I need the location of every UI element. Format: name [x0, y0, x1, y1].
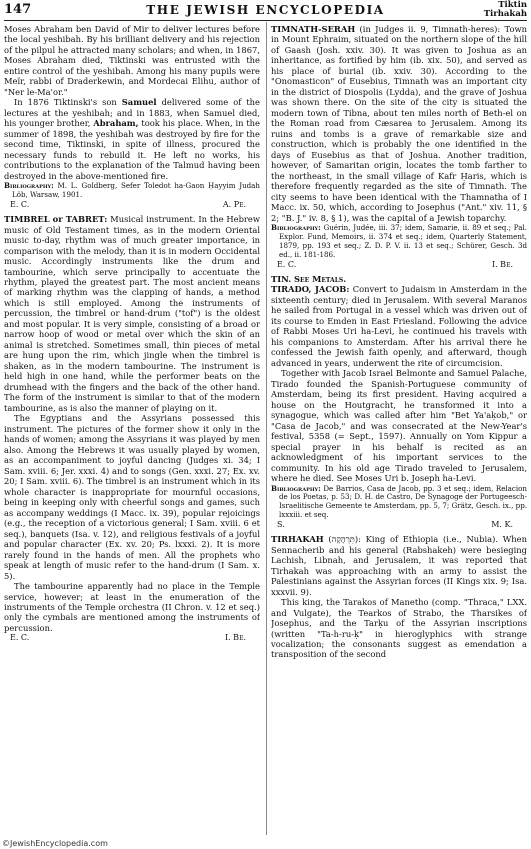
- link-samuel[interactable]: Samuel: [121, 97, 157, 108]
- page-number: 147: [4, 2, 32, 17]
- tirado-heading: TIRADO, JACOB:: [271, 284, 350, 295]
- site-watermark[interactable]: ©JewishEncyclopedia.com: [2, 839, 108, 848]
- tiktinski-bibliography: Bibliography: M. L. Goldberg, Sefer Toledot ha-Gaon Ḥayyim Judah Löb, Warsaw, 1901.: [4, 181, 260, 200]
- header-rule: [4, 20, 527, 21]
- tirado-paragraph-2: Together with Jacob Israel Belmonte and Samuel Palache, Tirado founded the Spanish-Portuguese community of Amsterdam, being its first president. Having acquired a house on the Houtgracht, he transformed it into a synagogue, which was called after him "Bet Ya'aḳob," or "Casa de Jacob," and was consecrated at the New-Year's festival, 5358 (= Sept., 1597). Annually on Yom Kippur a special prayer in his behalf is recited as an acknowledgment of his important services to the community. In his old age Tirado traveled to Jerusalem, where he died. See Moses Uri b. Joseph ha-Levi.: [271, 368, 527, 484]
- timnath-heading: TIMNATH-SERAH: [271, 24, 356, 34]
- timnath-signature: E. C. I. Be.: [277, 259, 513, 269]
- tiktinski-paragraph-1: Moses Abraham ben David of Mir to deliver lectures before the local yeshibah. By his brilliant delivery and his rejection of the pilpul he attracted many scholars; and when, in 1867, Moses Abraham died, Tiktinski was entrusted with the entire control of the yeshibah. Among his many pupils were Meïr, rabbi of Draderkewin, and Mordecai Elihu, author of "Ner le-Ma'or.": [4, 24, 260, 97]
- timnath-bibliography: Bibliography: Guérin, Judée, iii. 37; idem, Samarie, ii. 89 et seq.; Pal. Explor. Fund, Memoirs, ii. 374 et seq.; idem, Quarterly Statement, 1879, pp. 193 et seq.; Z. D. P. V. ii. 13 et seq.; Schürer, Gesch. 3d ed., ii. 181-186.: [271, 223, 527, 259]
- tirado-bibliography: Bibliography: De Barrios, Casa de Jacob, pp. 3 et seq.; idem, Relacion de los Poetas, p. 53; D. H. de Castro, De Synagoge der Portugeesch-Israelitische Gemeente te Amsterdam, pp. 5, 7; Grätz, Gesch. ix., pp. lxxxiii. et seq.: [271, 483, 527, 520]
- journal-title: THE JEWISH ENCYCLOPEDIA: [146, 3, 385, 17]
- page-header: [4, 0, 527, 22]
- left-column: [4, 24, 260, 837]
- tin-heading: TIN.: [271, 273, 292, 284]
- timbrel-heading: TIMBREL or TABRET:: [4, 214, 108, 225]
- tirhakah-paragraph-2: This king, the Tarakos of Manetho (comp. "Thraca," LXX. and Vulgate), the Tearkos of Strabo, the Tharsikes of Josephus, and the Tarḳu of the Assyrian inscriptions (written "Ta-h-ru-ḳ" in hieroglyphics with strange vocalization; the consonants suggest as emendation a transposition of the second: [271, 597, 527, 660]
- tiktinski-signature: E. C. A. Pe.: [10, 200, 246, 210]
- timbrel-paragraph-3: The tambourine apparently had no place in the Temple service, however; at least in the enumeration of the instruments of the Temple orchestra (II Chron. v. 12 et seq.) only the cymbals are mentioned among the instruments of percussion.: [4, 581, 260, 633]
- tin-article: [271, 274, 527, 284]
- running-head-last: Tirhakah: [483, 9, 527, 19]
- timbrel-article: TIMBREL or TABRET: Musical instrument. In the Hebrew music of Old Testament times, as in the modern Oriental music to-day, rhythm was of much greater importance, in comparison with the melody, than it is in modern Occidental music. Accordingly instruments like the drum and tambourine, which serve principally to accentuate the rhythm, played the greatest part. The most ancient means of marking rhythm was the clapping of hands, a method which is still employed. Among the instruments of percussion, the timbrel or hand-drum ("tof") is the oldest and most popular. It is very simple, consisting of a broad or narrow hoop of wood or metal over which the skin of an animal is stretched. Sometimes small, thin pieces of metal are hung upon the rim, which jingle when the timbrel is shaken, as in the modern tambourine. The instrument is held high in one hand, while the performer beats on the drumhead with the fingers and the back of the other hand. The form of the instrument is similar to that of the modern tambourine, as is also the manner of playing on it.: [4, 214, 260, 413]
- tirhakah-hebrew: (תִּרְהָקָה): [323, 534, 359, 545]
- timnath-article: TIMNATH-SERAH (in Judges ii. 9, Timnath-heres): Town in Mount Ephraim, situated on the northern slope of the hill of Gaash (Josh. xxiv. 30). It was given to Joshua as an inheritance, as fortified by him (ib. xix. 50), and served as his place of burial (ib. xxiv. 30). According to the "Onomasticon" of Eusebius, Timnath was an important city in the district of Diospolis (Lydda), and the grave of Joshua was shown there. On the site of the city is situated the modern town of Tibna, about ten miles north of Beth-el on the Roman road from Cæsarea to Jerusalem. Among its ruins and tombs is a grave of remarkable size and construction, which is probably the one identified in the days of Eusebius as that of Joshua. Another tradition, however, of Samaritan origin, locates the tomb farther to the northeast, in the small village of Kafr Ḥaris, which is therefore frequently regarded as the site of Timnath. The city seems to have been identical with the Thamnatha of I Macc. ix. 50, which, according to Josephus ("Ant." xiv. 11, § 2; "B. J." iv. 8, § 1), was the capital of a Jewish toparchy.: [271, 24, 527, 223]
- column-divider: [266, 22, 267, 835]
- link-metals[interactable]: See Metals.: [291, 273, 347, 284]
- tirado-article: TIRADO, JACOB: Convert to Judaism in Amsterdam in the sixteenth century; died in Jerusalem. With several Maranos he sailed from Portugal in a vessel which was driven out of its course to Emden in East Friesland. Following the advice of Rabbi Moses Uri ha-Levi, he continued his travels with his companions to Amsterdam. After his arrival there he confessed the Jewish faith openly, and afterward, though advanced in years, underwent the rite of circumcision.: [271, 284, 527, 368]
- right-column: [271, 24, 527, 837]
- tirhakah-article: TIRHAKAH (תִּרְהָקָה): King of Ethiopia (i.e., Nubia). When Sennacherib and his general (Rabshakeh) were besieging Lachish, Libnah, and Jerusalem, it was reported that Tirhakah was approaching with an army to assist the Palestinians against the Assyrian forces (II Kings xix. 9; Isa. xxxvii. 9).: [271, 534, 527, 597]
- tiktinski-paragraph-2: In 1876 Tiktinski's son Samuel delivered some of the lectures at the yeshibah; and in 1883, when Samuel died, his younger brother, Abraham, took his place. When, in the summer of 1898, the yeshibah was destroyed by fire for the second time, Tiktinski, in spite of illness, procured the necessary funds to rebuild it. He left no works, his contributions to the explanation of the Talmud having been destroyed in the above-mentioned fire.: [4, 97, 260, 181]
- timbrel-paragraph-2: The Egyptians and the Assyrians possessed this instrument. The pictures of the former show it only in the hands of women; among the Assyrians it was played by men also. Among the Hebrews it was usually played by women, as an accompaniment to joyful dancing (Judges xi. 34; I Sam. xviii. 6; Jer. xxxi. 4) and to songs (Gen. xxxi. 27; Ex. xv. 20; I Sam. xviii. 6). The timbrel is an instrument which in its whole character is inappropriate for mournful occasions, being in keeping only with cheerful songs and games, such as accompany weddings (I Macc. ix. 39), popular rejoicings (e.g., the reception of a victorious general; I Sam. xviii. 6 et seq.), banquets (Isa. v. 12), and religious festivals of a joyful and popular character (Ex. xv. 20; Ps. lxxxi. 2). It is more rarely found in the hands of men. All the prophets who speak at length of music refer to the hand-drum (I Sam. x. 5).: [4, 413, 260, 581]
- running-head-first: Tiktin: [498, 0, 527, 10]
- link-abraham[interactable]: Abraham,: [93, 118, 139, 129]
- running-head: [484, 1, 527, 19]
- timbrel-signature: E. C. I. Be.: [10, 633, 246, 643]
- tirado-signature: S. M. K.: [277, 520, 513, 530]
- tirhakah-heading: TIRHAKAH: [271, 534, 324, 545]
